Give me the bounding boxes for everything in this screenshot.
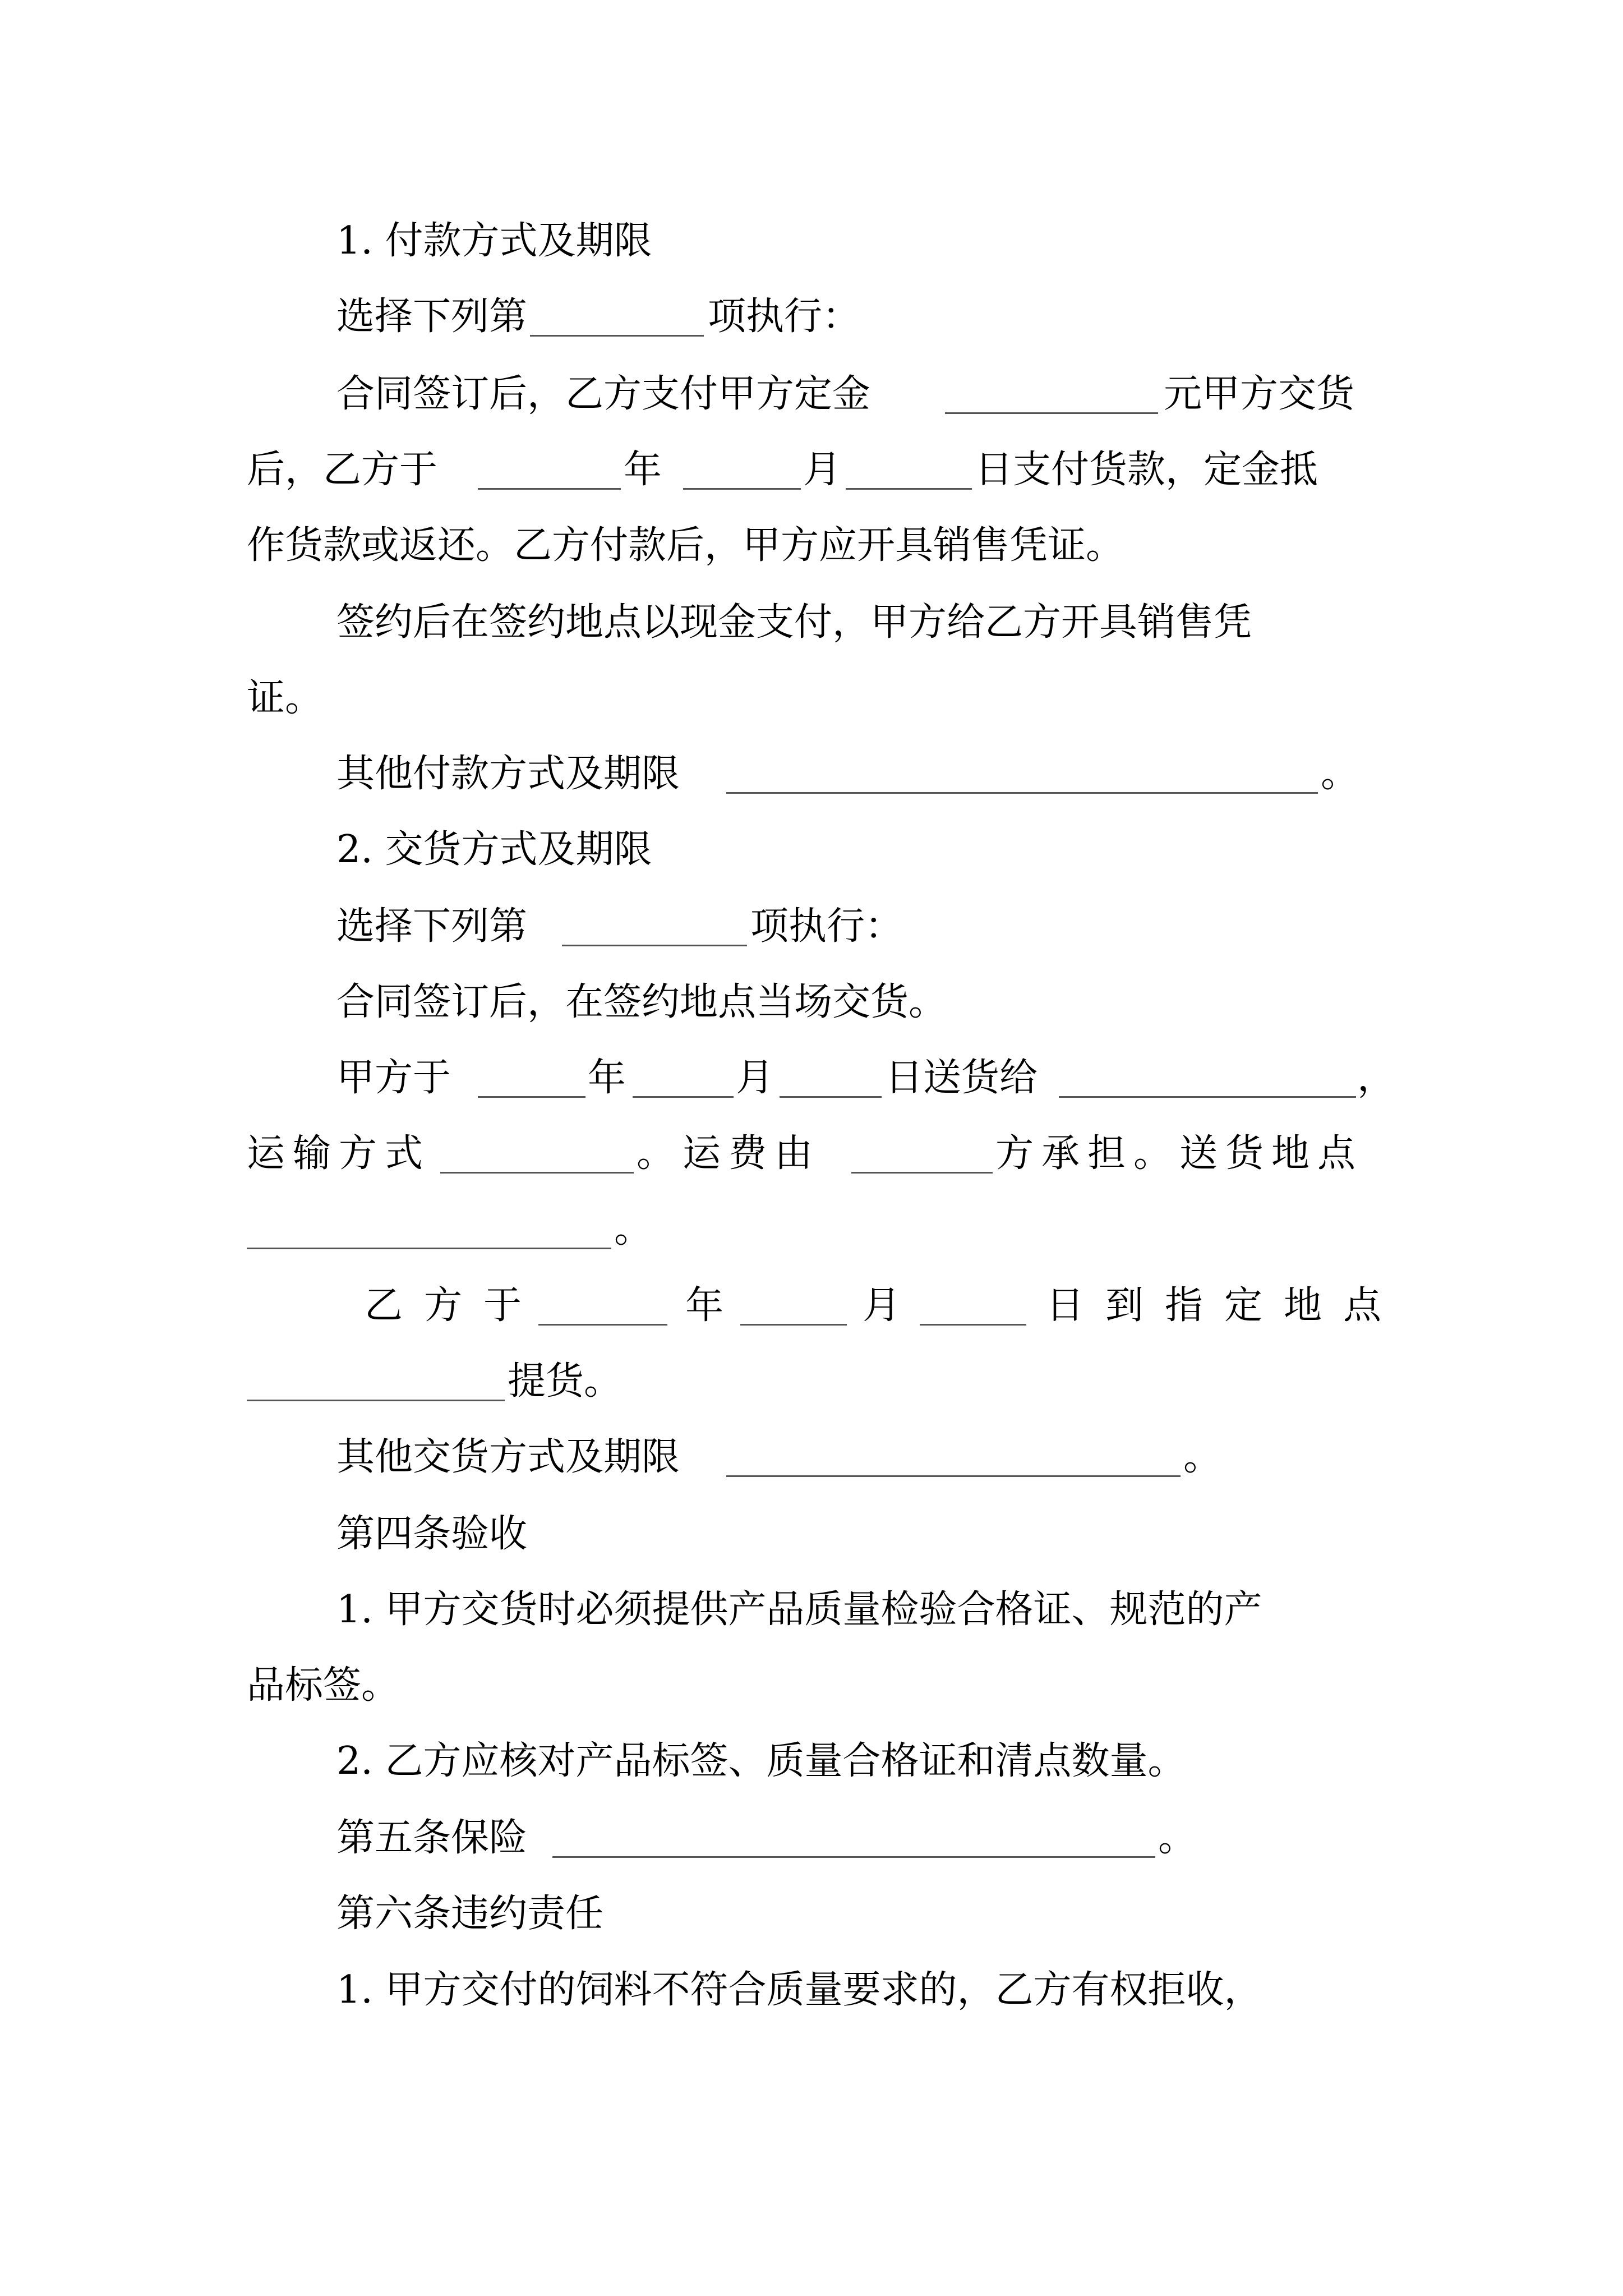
fill-in-blank[interactable] (247, 1248, 611, 1249)
text-segment: 日送货给 (885, 1056, 1038, 1100)
paragraph-line (0, 1576, 1623, 1644)
text-segment: 月 (863, 1283, 901, 1328)
paragraph-line (0, 1196, 1623, 1263)
text-segment: 证。 (247, 676, 324, 720)
text-segment: 其他付款方式及期限 (336, 752, 680, 796)
fill-in-blank[interactable] (552, 1856, 1155, 1858)
text-segment: 。 (1321, 752, 1359, 796)
text-segment: 日支付货款，定金抵 (975, 448, 1318, 492)
text-segment: 年 (624, 448, 662, 492)
text-segment: 第五条保险 (336, 1816, 528, 1860)
text-segment: 2. 交货方式及期限 (336, 827, 652, 872)
fill-in-blank[interactable] (851, 1172, 993, 1174)
text-segment: 甲方于 (336, 1056, 451, 1100)
text-segment: 年 (588, 1056, 626, 1100)
paragraph-line (0, 1120, 1623, 1188)
text-segment: 月 (803, 448, 842, 492)
text-segment: 年 (685, 1283, 724, 1328)
fill-in-blank[interactable] (633, 1096, 734, 1098)
paragraph-line (0, 1424, 1623, 1491)
text-segment: 。 (1158, 1816, 1197, 1860)
section-heading-payment (0, 208, 1623, 275)
paragraph-line (0, 665, 1623, 732)
text-segment: 合同签订后，在签约地点当场交货。 (336, 980, 947, 1024)
text-segment: 1. 付款方式及期限 (336, 219, 652, 263)
text-segment: 2. 乙方应核对产品标签、质量合格证和清点数量。 (336, 1739, 1186, 1783)
text-segment: 乙方于 (365, 1283, 543, 1328)
text-segment: 后，乙方于 (247, 448, 438, 492)
text-segment: 。 (614, 1207, 653, 1251)
text-segment: 日到指定地点 (1046, 1283, 1403, 1328)
fill-in-blank[interactable] (683, 488, 801, 490)
text-segment: 元甲方交货 (1164, 372, 1355, 416)
fill-in-blank[interactable] (478, 488, 621, 490)
fill-in-blank[interactable] (846, 488, 972, 490)
fill-in-blank[interactable] (478, 1096, 585, 1098)
paragraph-line (0, 1957, 1623, 2024)
text-segment: 。 (1183, 1435, 1222, 1479)
fill-in-blank[interactable] (247, 1400, 505, 1401)
text-segment: 其他交货方式及期限 (336, 1435, 680, 1479)
text-segment: 选择下列第 (336, 904, 528, 949)
fill-in-blank[interactable] (726, 1475, 1181, 1477)
text-segment: 作货款或返还。乙方付款后，甲方应开具销售凭证。 (247, 523, 1124, 568)
fill-in-blank[interactable] (726, 792, 1318, 794)
paragraph-line (0, 512, 1623, 579)
paragraph-line (0, 740, 1623, 808)
fill-in-blank[interactable] (740, 1324, 847, 1326)
paragraph-line (0, 283, 1623, 351)
text-segment: 1. 甲方交付的饲料不符合质量要求的，乙方有权拒收， (336, 1968, 1262, 2012)
text-segment: 选择下列第 (336, 295, 528, 339)
fill-in-blank[interactable] (945, 412, 1158, 414)
article-heading-liability (0, 1880, 1623, 1948)
text-segment: 运输方式 (247, 1131, 431, 1176)
fill-in-blank[interactable] (562, 945, 747, 946)
paragraph-line (0, 1652, 1623, 1719)
text-segment: 1. 甲方交货时必须提供产品质量检验合格证、规范的产 (336, 1588, 1262, 1632)
section-heading-delivery (0, 816, 1623, 884)
article-heading-insurance (0, 1805, 1623, 1872)
text-segment: 。运费由 (637, 1131, 821, 1176)
fill-in-blank[interactable] (530, 335, 704, 337)
paragraph-line (0, 436, 1623, 504)
paragraph-line (0, 1272, 1623, 1340)
paragraph-line (0, 1348, 1623, 1415)
fill-in-blank[interactable] (440, 1172, 634, 1174)
text-segment: 项执行： (750, 904, 903, 949)
text-segment: ， (1357, 1056, 1396, 1100)
text-segment: 提货。 (508, 1359, 623, 1404)
paragraph-line (0, 589, 1623, 656)
text-segment: 月 (736, 1056, 774, 1100)
text-segment: 第四条验收 (336, 1512, 528, 1556)
text-segment: 品标签。 (247, 1663, 400, 1708)
text-segment: 签约后在签约地点以现金支付，甲方给乙方开具销售凭 (336, 600, 1252, 645)
text-segment: 项执行： (708, 295, 861, 339)
article-heading-inspection (0, 1501, 1623, 1568)
fill-in-blank[interactable] (920, 1324, 1026, 1326)
paragraph-line (0, 1728, 1623, 1795)
fill-in-blank[interactable] (780, 1096, 882, 1098)
text-segment: 方承担。送货地点 (995, 1131, 1364, 1176)
fill-in-blank[interactable] (538, 1324, 667, 1326)
paragraph-line (0, 1045, 1623, 1112)
paragraph-line (0, 361, 1623, 428)
fill-in-blank[interactable] (1059, 1096, 1356, 1098)
paragraph-line (0, 893, 1623, 960)
text-segment: 第六条违约责任 (336, 1892, 604, 1936)
text-segment: 合同签订后，乙方支付甲方定金 (336, 372, 871, 416)
paragraph-line (0, 969, 1623, 1036)
